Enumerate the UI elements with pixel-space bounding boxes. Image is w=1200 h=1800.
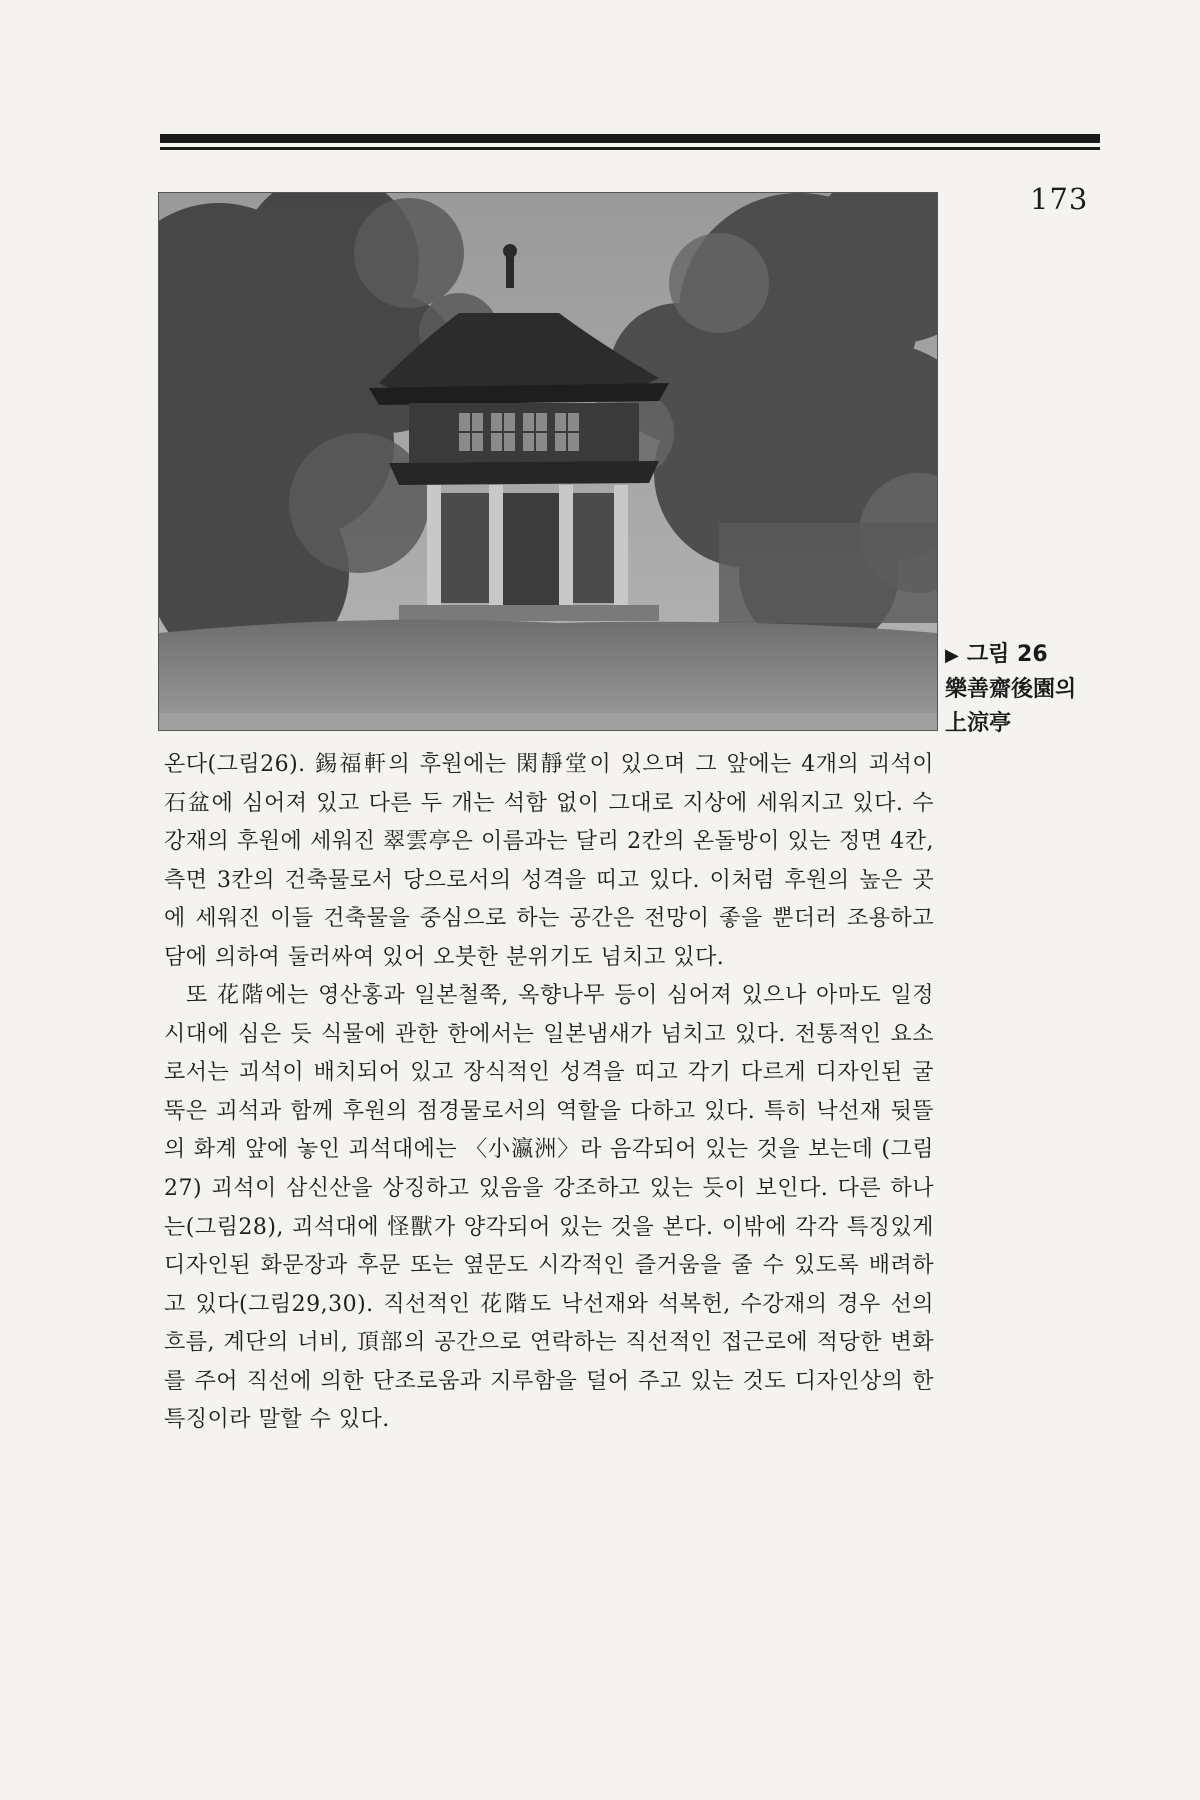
caption-title-line1: 樂善齋後園의	[945, 677, 1077, 702]
paragraph-1: 온다(그림26). 錫福軒의 후원에는 閑靜堂이 있으며 그 앞에는 4개의 괴석이 石盆에 심어져 있고 다른 두 개는 석함 없이 그대로 지상에 세워지고 있다. 수강재의 후원에 세워진 翠雲亭은 이름과는 달리 2칸의 온돌방이 있는 정면 4칸, 측면 3칸의 건축물로서 당으로서의 성격을 띠고 있다. 이처럼 후원의 높은 곳에 세워진 이들 건축물을 중심으로 하는 공간은 전망이 좋을 뿐더러 조용하고 담에 의하여 둘러싸여 있어 오붓한 분위기도 넘치고 있다.	[164, 752, 934, 970]
page-number: 173	[1030, 182, 1089, 216]
caption-label-line	[945, 638, 1076, 673]
figure-caption	[945, 638, 1076, 741]
header-rule-thin	[160, 147, 1100, 150]
triangle-right-icon: ▶	[945, 645, 959, 666]
header-rule-thick	[160, 134, 1100, 143]
paragraph-2: 또 花階에는 영산홍과 일본철쭉, 옥향나무 등이 심어져 있으나 아마도 일정시대에 심은 듯 식물에 관한 한에서는 일본냄새가 넘치고 있다. 전통적인 요소로서는 괴석이 배치되어 있고 장식적인 성격을 띠고 각기 다르게 디자인된 굴뚝은 괴석과 함께 후원의 점경물로서의 역할을 다하고 있다. 특히 낙선재 뒷뜰의 화계 앞에 놓인 괴석대에는 〈小瀛洲〉라 음각되어 있는 것을 보는데 (그림27) 괴석이 삼신산을 상징하고 있음을 강조하고 있는 듯이 보인다. 다른 하나는(그림28), 괴석대에 怪獸가 양각되어 있는 것을 본다. 이밖에 각각 특징있게 디자인된 화문장과 후문 또는 옆문도 시각적인 즐거움을 줄 수 있도록 배려하고 있다(그림29,30). 직선적인 花階도 낙선재와 석복헌, 수강재의 경우 선의 흐름, 계단의 너비, 頂部의 공간으로 연락하는 직선적인 접근로에 적당한 변화를 주어 직선에 의한 단조로움과 지루함을 덜어 주고 있는 것도 디자인상의 한 특징이라 말할 수 있다.	[164, 983, 934, 1433]
caption-label: 그림 26	[966, 642, 1048, 667]
pavilion-photo-illustration	[159, 193, 937, 730]
body-text	[164, 746, 934, 1440]
caption-title-line2: 上涼亭	[945, 711, 1012, 736]
figure-photo	[158, 192, 938, 731]
